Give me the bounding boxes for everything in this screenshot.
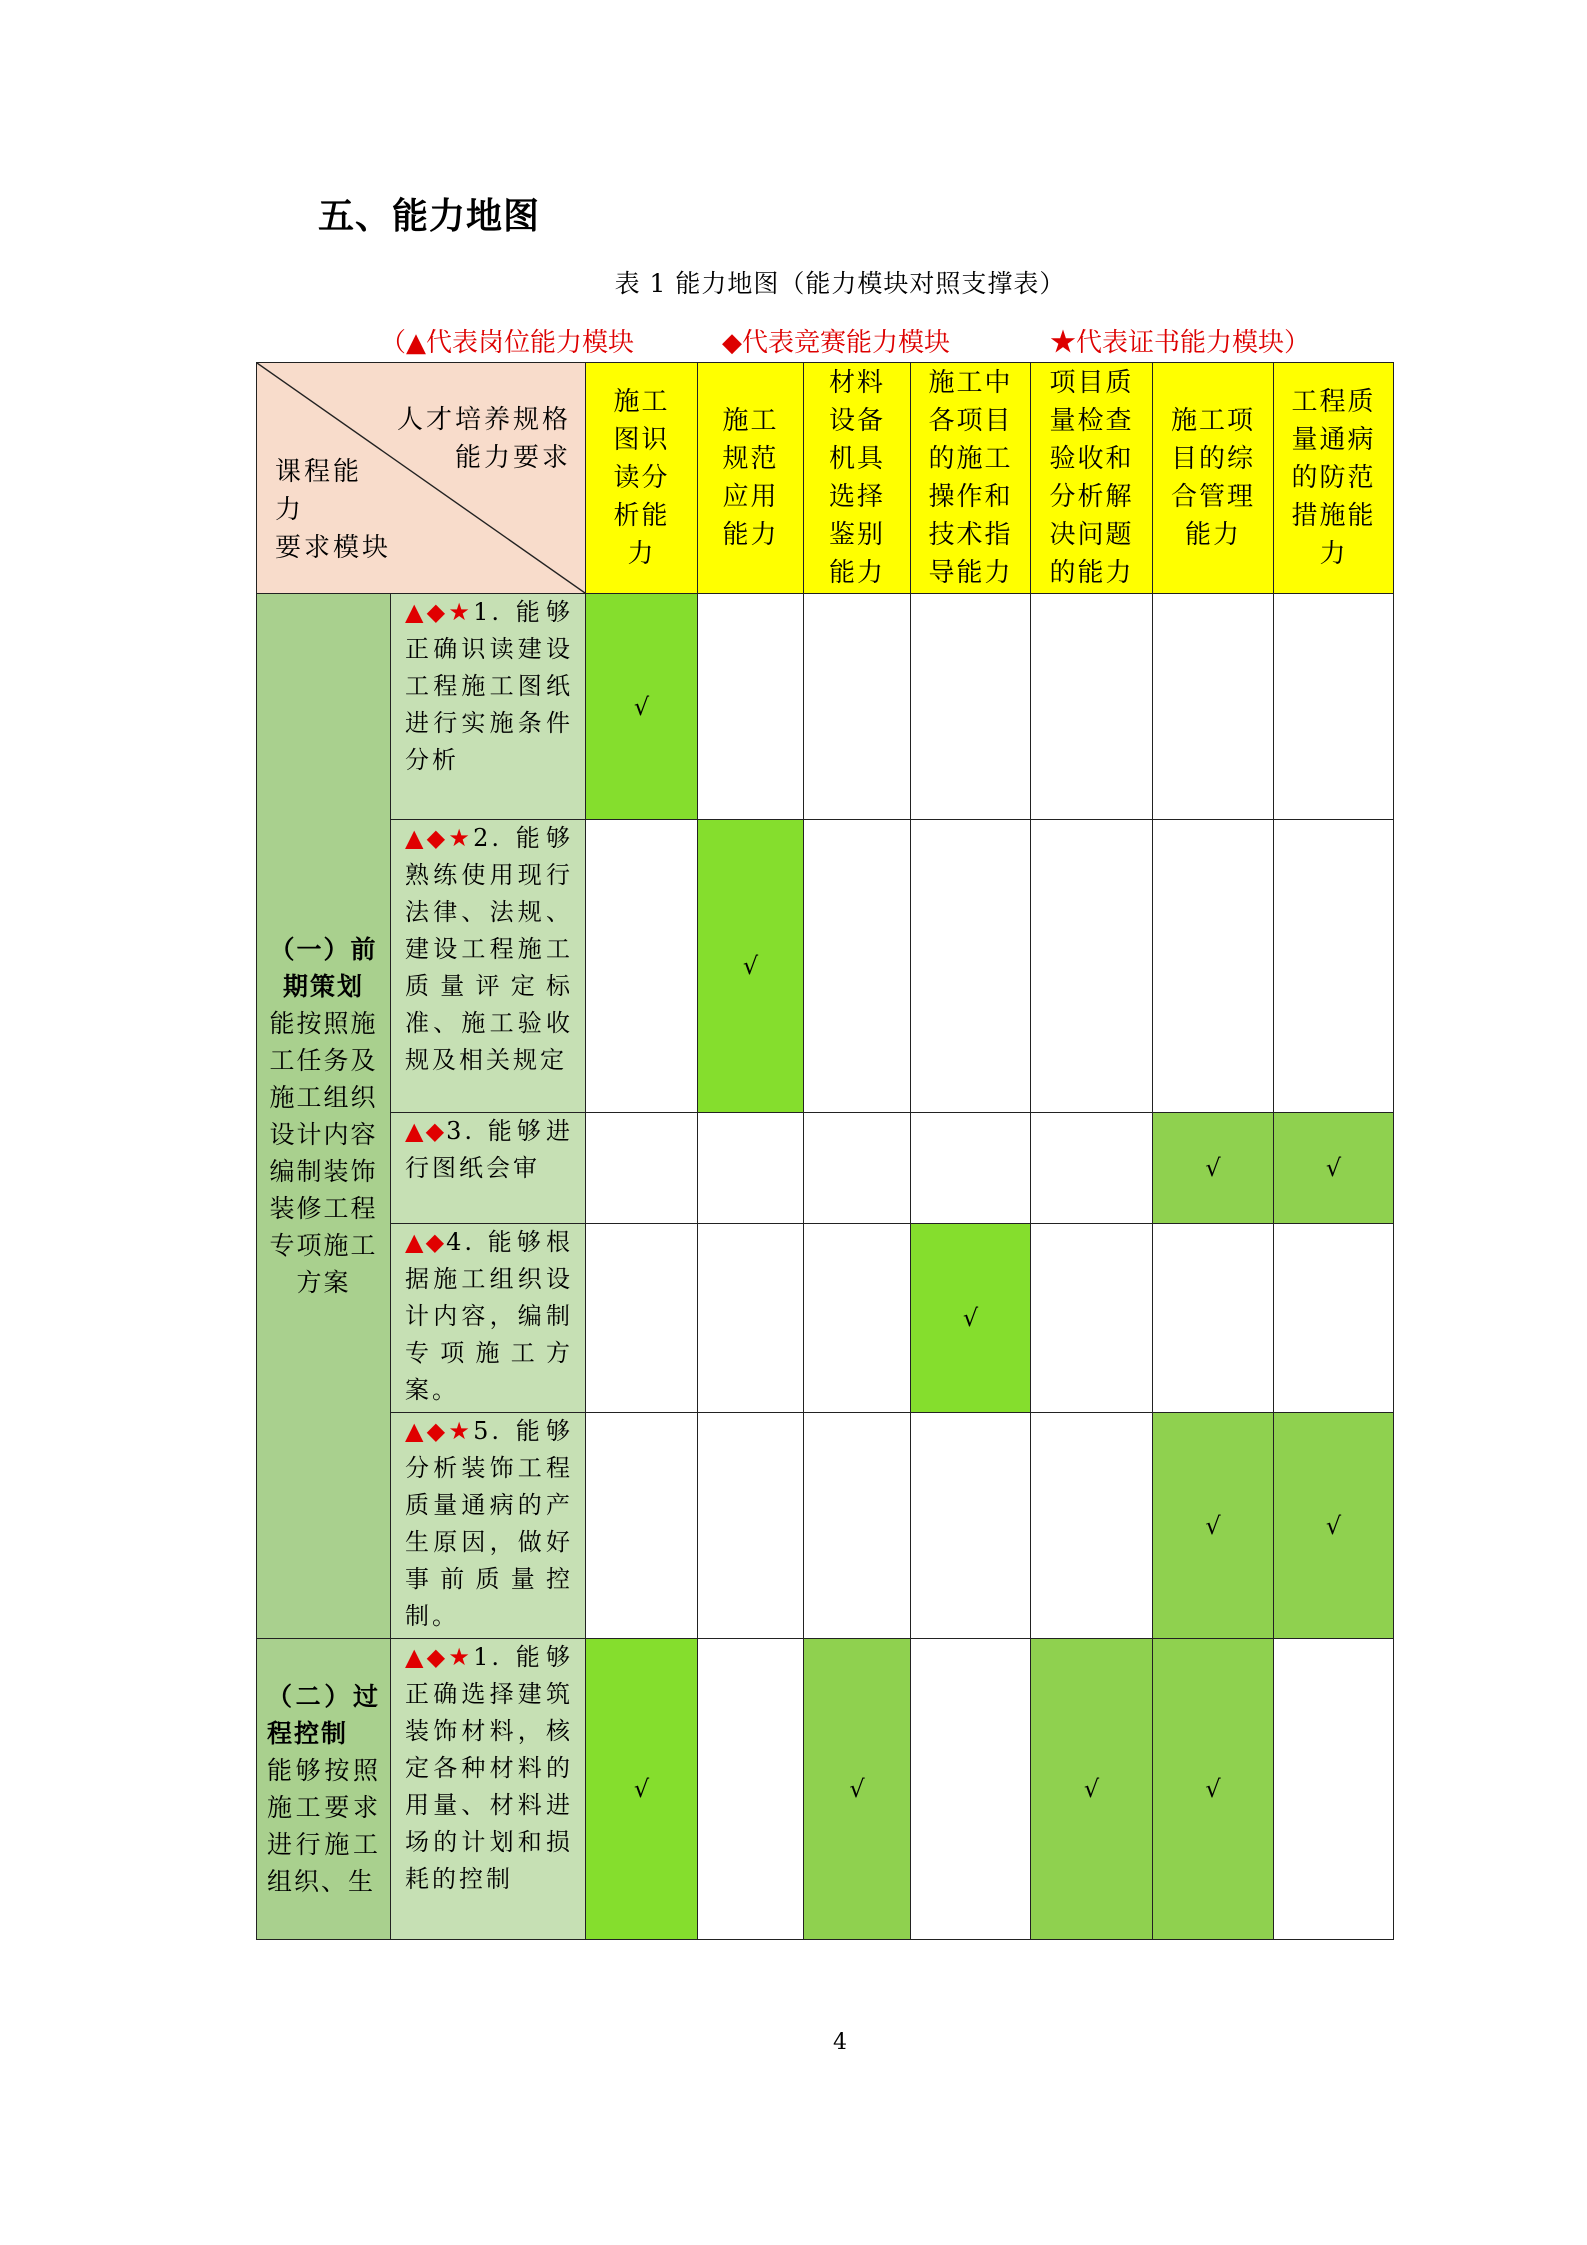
check-cell: √ — [698, 820, 804, 1113]
check-cell — [698, 594, 804, 820]
table-row — [257, 594, 1394, 820]
requirement-text: 4. 能够根据施工组织设计内容，编制专项施工方案。 — [405, 1228, 573, 1404]
check-cell: √ — [1153, 1113, 1274, 1224]
requirement-cell — [391, 1113, 586, 1224]
column-header-drawing-reading: 施工 图识 读分 析能 力 — [586, 363, 698, 594]
module-cell-process-control — [257, 1639, 391, 1940]
check-cell — [1274, 594, 1394, 820]
ability-marks: ▲◆★ — [405, 1417, 474, 1445]
ability-marks: ▲◆★ — [405, 824, 474, 852]
module-description: 能够按照施工要求进行施工组织、生 — [267, 1756, 380, 1896]
check-cell — [911, 1413, 1031, 1639]
ability-marks: ▲◆ — [405, 1117, 447, 1145]
legend-certificate-module: ★代表证书能力模块） — [1050, 328, 1311, 358]
header-row — [257, 363, 1394, 594]
check-cell: √ — [1274, 1413, 1394, 1639]
table-row — [257, 1413, 1394, 1639]
check-cell: √ — [1274, 1113, 1394, 1224]
check-cell — [1153, 1224, 1274, 1413]
requirement-text: 5. 能够分析装饰工程质量通病的产生原因，做好事前质量控制。 — [405, 1417, 574, 1630]
section-heading: 五、能力地图 — [318, 196, 541, 237]
check-cell — [1031, 594, 1153, 820]
table-row — [257, 1224, 1394, 1413]
check-cell — [804, 820, 911, 1113]
check-cell — [586, 1113, 698, 1224]
check-cell — [911, 1113, 1031, 1224]
table-row — [257, 1639, 1394, 1940]
requirement-cell — [391, 1639, 586, 1940]
check-cell — [586, 1224, 698, 1413]
requirement-text: 3. 能够进行图纸会审 — [405, 1117, 573, 1182]
check-cell — [911, 820, 1031, 1113]
check-cell: √ — [911, 1224, 1031, 1413]
check-cell — [1031, 1224, 1153, 1413]
check-cell: √ — [586, 594, 698, 820]
corner-label-training-spec: 人才培养规格 能力要求 — [396, 405, 571, 473]
requirement-text: 1. 能够正确选择建筑装饰材料，核定各种材料的用量、材料进场的计划和损耗的控制 — [405, 1643, 574, 1893]
check-cell — [804, 1413, 911, 1639]
requirement-text: 1. 能够正确识读建设工程施工图纸进行实施条件分析 — [405, 598, 574, 774]
column-header-construction-guidance: 施工中 各项目 的施工 操作和 技术指 导能力 — [911, 363, 1031, 594]
requirement-cell — [391, 1224, 586, 1413]
table-row — [257, 1113, 1394, 1224]
check-cell — [1153, 594, 1274, 820]
column-header-material-selection: 材料 设备 机具 选择 鉴别 能力 — [804, 363, 911, 594]
check-cell — [698, 1113, 804, 1224]
module-title: （二）过程控制 — [267, 1682, 380, 1748]
check-cell — [911, 594, 1031, 820]
column-header-code-application: 施工 规范 应用 能力 — [698, 363, 804, 594]
check-cell: √ — [1153, 1639, 1274, 1940]
check-cell — [804, 1113, 911, 1224]
check-cell — [1031, 1113, 1153, 1224]
check-cell — [1274, 820, 1394, 1113]
check-cell — [698, 1224, 804, 1413]
table-caption: 表 1 能力地图（能力模块对照支撑表） — [614, 269, 1066, 298]
check-cell — [1031, 1413, 1153, 1639]
check-cell — [586, 1413, 698, 1639]
ability-map-table — [256, 362, 1394, 1940]
check-cell — [1274, 1639, 1394, 1940]
check-cell — [1153, 820, 1274, 1113]
check-cell — [1274, 1224, 1394, 1413]
column-header-project-management: 施工项 目的综 合管理 能力 — [1153, 363, 1274, 594]
corner-header-cell — [257, 363, 586, 594]
check-cell — [804, 594, 911, 820]
table-row — [257, 820, 1394, 1113]
page-number: 4 — [833, 2030, 847, 2055]
requirement-cell — [391, 1413, 586, 1639]
check-cell: √ — [1153, 1413, 1274, 1639]
corner-label-course-module: 课程能 力 要求模块 — [275, 457, 392, 563]
check-cell — [698, 1639, 804, 1940]
check-cell: √ — [804, 1639, 911, 1940]
requirement-cell — [391, 820, 586, 1113]
requirement-cell — [391, 594, 586, 820]
column-header-quality-inspection: 项目质 量检查 验收和 分析解 决问题 的能力 — [1031, 363, 1153, 594]
module-cell-planning — [257, 594, 391, 1639]
legend-competition-module: ◆代表竞赛能力模块 — [722, 328, 950, 358]
ability-marks: ▲◆ — [405, 1228, 447, 1256]
module-title: （一）前期策划 — [269, 935, 378, 1001]
check-cell — [698, 1413, 804, 1639]
check-cell: √ — [1031, 1639, 1153, 1940]
requirement-text: 2. 能够熟练使用现行法律、法规、建设工程施工质量评定标准、施工验收规及相关规定 — [405, 824, 574, 1074]
column-header-defect-prevention: 工程质 量通病 的防范 措施能 力 — [1274, 363, 1394, 594]
check-cell — [1031, 820, 1153, 1113]
ability-marks: ▲◆★ — [405, 598, 474, 626]
ability-marks: ▲◆★ — [405, 1643, 474, 1671]
check-cell — [911, 1639, 1031, 1940]
check-cell — [586, 820, 698, 1113]
module-description: 能按照施工任务及施工组织设计内容编制装饰装修工程专项施工方案 — [269, 1009, 378, 1297]
check-cell — [804, 1224, 911, 1413]
legend-position-module: （▲代表岗位能力模块 — [380, 328, 634, 358]
check-cell: √ — [586, 1639, 698, 1940]
